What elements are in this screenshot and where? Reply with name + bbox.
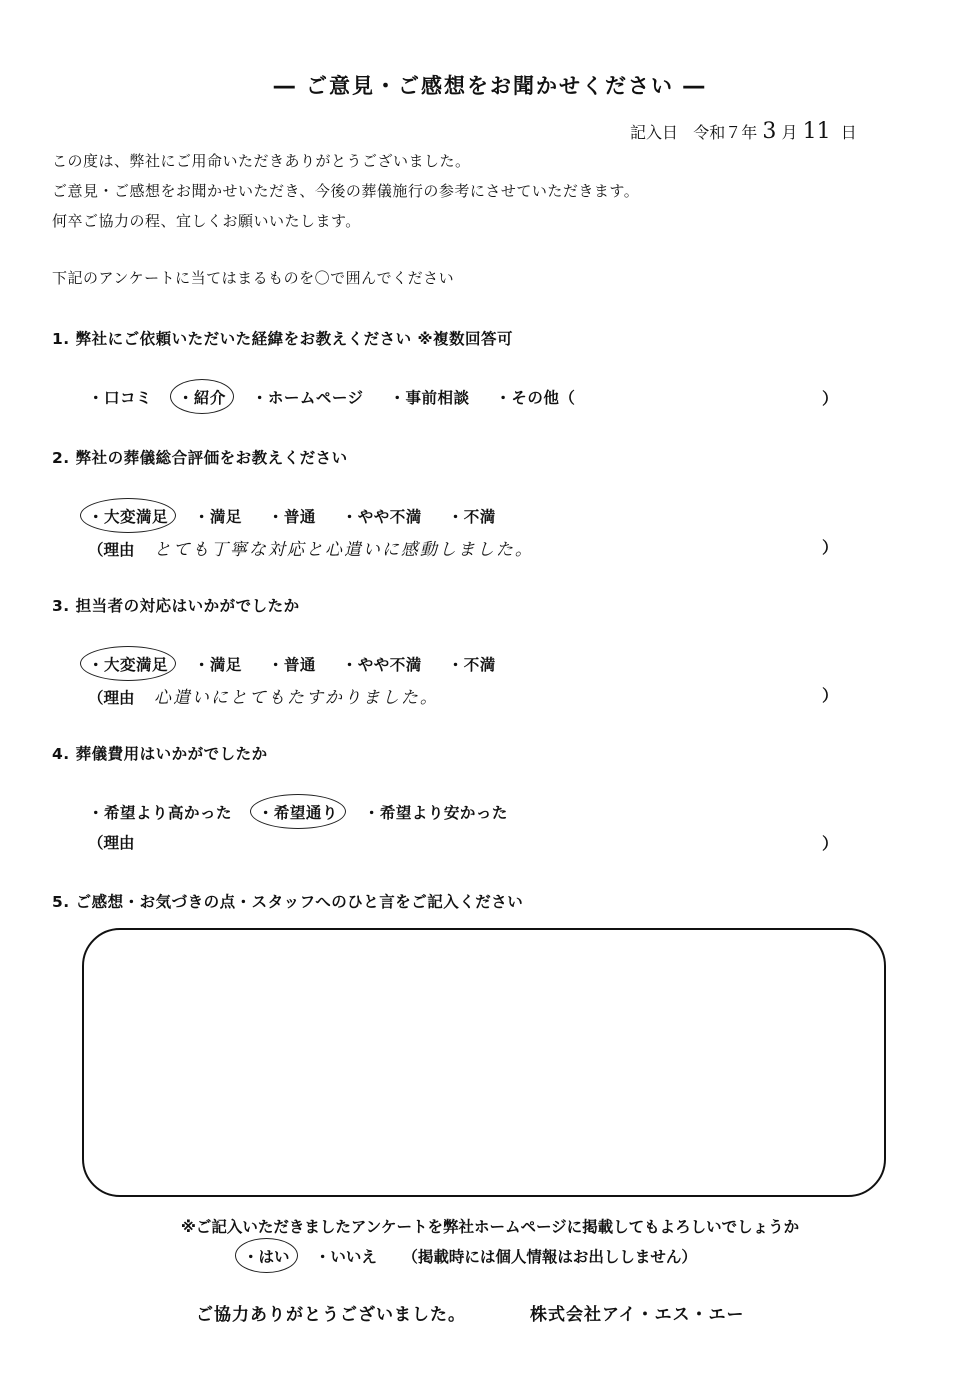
q3-option-yaya-fuman[interactable]: ・やや不満: [341, 656, 422, 674]
page-title: ― ご意見・ご感想をお聞かせください ―: [273, 74, 707, 98]
instruction: 下記のアンケートに当てはまるものを〇で囲んでください: [52, 269, 455, 287]
publish-note: ※ご記入いただきましたアンケートを弊社ホームページに掲載してもよろしいでしょうか: [180, 1218, 800, 1236]
q4-option-takakatta[interactable]: ・希望より高かった: [88, 804, 233, 822]
intro-line-3: 何卒ご協力の程、宜しくお願いいたします。: [52, 212, 361, 230]
footer-company: 株式会社アイ・エス・エー: [530, 1305, 745, 1325]
q1-option-kuchikomi[interactable]: ・口コミ: [88, 389, 153, 407]
date-day-unit: 日: [840, 123, 857, 142]
q3-option-fuman[interactable]: ・不満: [447, 656, 496, 674]
q2-reason-label: （理由: [88, 541, 135, 559]
q2-reason-text[interactable]: とても丁寧な対応と心遣いに感動しました。: [153, 540, 534, 560]
date-label: 記入日: [630, 123, 679, 142]
publish-no[interactable]: ・いいえ: [314, 1248, 377, 1266]
q2-option-futsuu[interactable]: ・普通: [267, 508, 316, 526]
q4-close-paren: ）: [822, 834, 839, 853]
publish-privacy-note: （掲載時には個人情報はお出ししません）: [402, 1248, 697, 1266]
q1-close-paren: ）: [822, 389, 839, 408]
q3-reason: [88, 683, 439, 708]
q2-close-paren: ）: [822, 538, 839, 557]
question-2-label: 2. 弊社の葬儀総合評価をお教えください: [52, 449, 348, 467]
date-month: 3: [762, 119, 777, 144]
q3-option-taihen-manzoku[interactable]: ・大変満足: [88, 653, 168, 675]
q2-option-manzoku[interactable]: ・満足: [193, 508, 242, 526]
intro-line-1: この度は、弊社にご用命いただきありがとうございました。: [52, 152, 471, 170]
q4-option-yasukatta[interactable]: ・希望より安かった: [363, 804, 508, 822]
publish-yes[interactable]: ・はい: [243, 1245, 290, 1267]
q2-option-fuman[interactable]: ・不満: [447, 508, 496, 526]
publish-options: [243, 1245, 697, 1267]
intro-line-2: ご意見・ご感想をお聞かせいただき、今後の葬儀施行の参考にさせていただきます。: [52, 182, 640, 200]
question-4-options: [88, 801, 528, 823]
q3-reason-label: （理由: [88, 689, 135, 707]
date-month-unit: 月: [781, 123, 798, 142]
q4-option-kibou-doori[interactable]: ・希望通り: [258, 801, 338, 823]
q1-option-sonota[interactable]: ・その他（: [495, 389, 576, 407]
q4-reason-label: （理由: [88, 834, 135, 852]
q2-option-yaya-fuman[interactable]: ・やや不満: [341, 508, 422, 526]
q2-reason: [88, 535, 534, 560]
q3-reason-text[interactable]: 心遣いにとてもたすかりました。: [153, 688, 439, 708]
q1-option-jizen-soudan[interactable]: ・事前相談: [389, 389, 470, 407]
q3-option-manzoku[interactable]: ・満足: [193, 656, 242, 674]
question-3-label: 3. 担当者の対応はいかがでしたか: [52, 597, 300, 615]
q1-option-shoukai[interactable]: ・紹介: [178, 386, 226, 408]
question-2-options: [88, 505, 516, 527]
q3-option-futsuu[interactable]: ・普通: [267, 656, 316, 674]
footer-thanks: ご協力ありがとうございました。: [196, 1305, 466, 1325]
date-day: 11: [802, 119, 831, 144]
question-1-options: [88, 386, 595, 408]
entry-date: [630, 119, 857, 144]
question-4-label: 4. 葬儀費用はいかがでしたか: [52, 745, 268, 763]
question-5-label: 5. ご感想・お気づきの点・スタッフへのひと言をご記入ください: [52, 893, 524, 911]
q1-option-homepage[interactable]: ・ホームページ: [251, 389, 364, 407]
question-3-options: [88, 653, 516, 675]
comment-box[interactable]: [82, 928, 886, 1197]
q2-option-taihen-manzoku[interactable]: ・大変満足: [88, 505, 168, 527]
date-era: 令和７年: [693, 123, 758, 142]
q4-reason: [88, 831, 149, 853]
q3-close-paren: ）: [822, 686, 839, 705]
question-1-label: 1. 弊社にご依頼いただいた経緯をお教えください ※複数回答可: [52, 330, 514, 348]
